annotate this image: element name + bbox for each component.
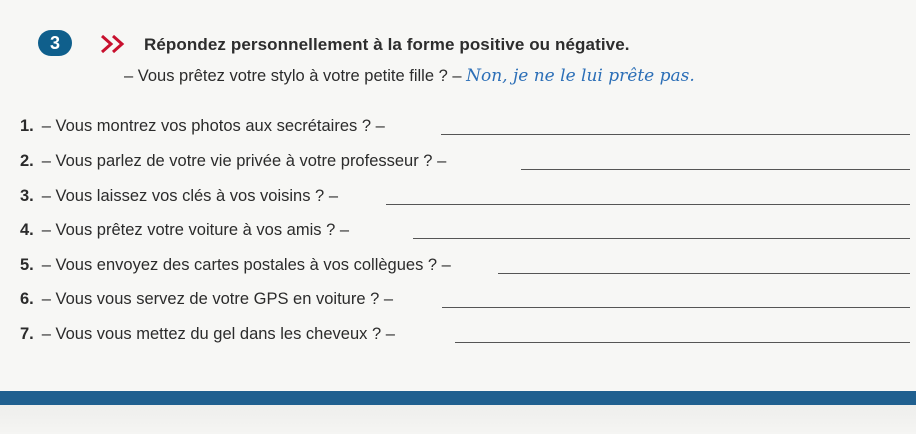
example-line: [124, 66, 695, 86]
item-question: – Vous vous servez de votre GPS en voiture ? –: [41, 290, 394, 308]
question-item-1: [20, 117, 385, 136]
item-question: – Vous montrez vos photos aux secrétaires ? –: [41, 117, 385, 135]
answer-line-2[interactable]: [521, 169, 910, 170]
item-number: 4.: [20, 221, 34, 239]
item-number: 6.: [20, 290, 34, 308]
item-number: 2.: [20, 152, 34, 170]
answer-line-3[interactable]: [386, 204, 910, 205]
question-item-6: [20, 290, 393, 309]
page-bottom-area: [0, 405, 916, 434]
question-item-4: [20, 221, 349, 240]
double-chevron-icon: [100, 34, 130, 54]
example-question: – Vous prêtez votre stylo à votre petite fille ? –: [124, 67, 462, 85]
item-question: – Vous laissez vos clés à vos voisins ? –: [41, 187, 338, 205]
item-number: 7.: [20, 325, 34, 343]
item-number: 3.: [20, 187, 34, 205]
answer-line-1[interactable]: [441, 134, 910, 135]
section-divider-bar: [0, 391, 916, 405]
question-item-5: [20, 256, 451, 275]
item-question: – Vous prêtez votre voiture à vos amis ? –: [41, 221, 350, 239]
item-question: – Vous vous mettez du gel dans les cheveux ? –: [41, 325, 395, 343]
question-item-2: [20, 152, 446, 171]
example-answer: Non, je ne le lui prête pas.: [466, 66, 695, 86]
item-question: – Vous envoyez des cartes postales à vos collègues ? –: [41, 256, 451, 274]
question-item-3: [20, 187, 338, 206]
exercise-instruction: Répondez personnellement à la forme positive ou négative.: [144, 35, 630, 54]
answer-line-7[interactable]: [455, 342, 910, 343]
item-question: – Vous parlez de votre vie privée à votre professeur ? –: [41, 152, 447, 170]
item-number: 5.: [20, 256, 34, 274]
question-item-7: [20, 325, 395, 344]
exercise-number-badge: 3: [38, 30, 72, 56]
answer-line-5[interactable]: [498, 273, 910, 274]
answer-line-4[interactable]: [413, 238, 910, 239]
item-number: 1.: [20, 117, 34, 135]
answer-line-6[interactable]: [442, 307, 910, 308]
